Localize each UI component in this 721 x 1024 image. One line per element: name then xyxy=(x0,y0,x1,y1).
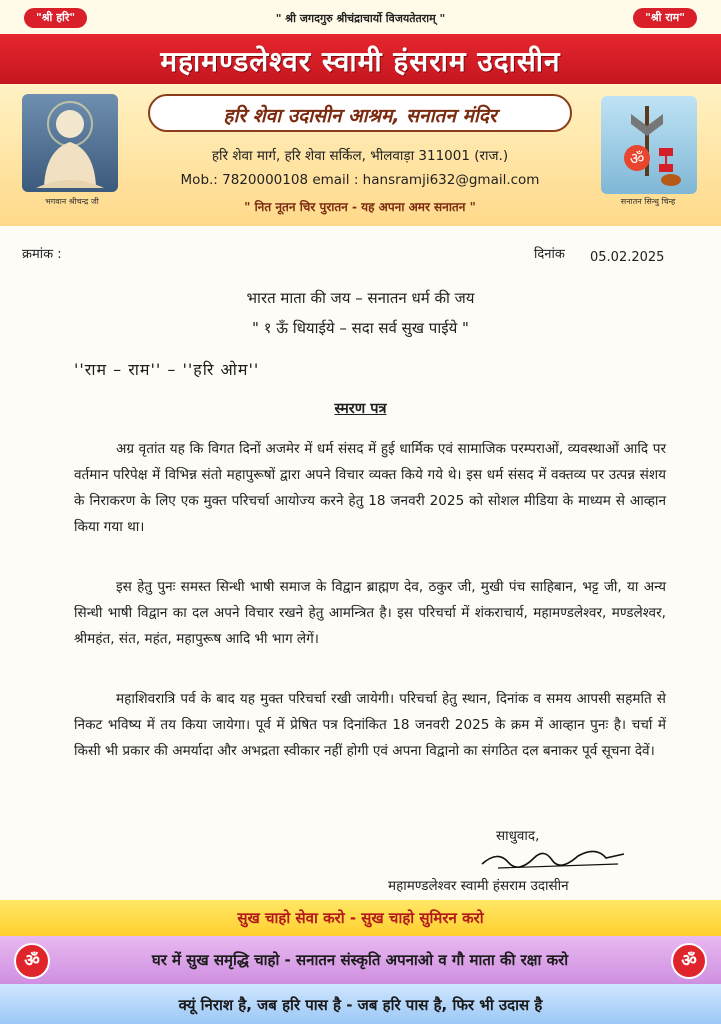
signatory-name: महामण्डलेश्वर स्वामी हंसराम उदासीन xyxy=(388,878,569,894)
handwritten-signature xyxy=(478,842,628,872)
portrait-caption: भगवान श्रीचन्द्र जी xyxy=(45,197,99,206)
reference-number-label: क्रमांक : xyxy=(22,247,62,262)
date-label: दिनांक xyxy=(534,247,565,262)
badge-shri-ram: "श्री राम" xyxy=(633,8,697,28)
om-icon: ॐ xyxy=(671,943,707,979)
letterhead-title: महामण्डलेश्वर स्वामी हंसराम उदासीन xyxy=(160,45,561,78)
footer-band-yellow xyxy=(0,900,721,936)
footer-slogan-1: सुख चाहो सेवा करो - सुख चाहो सुमिरन करो xyxy=(237,909,484,927)
paragraph-2: इस हेतु पुनः समस्त सिन्धी भाषी समाज के विद्वान ब्राह्मण देव, ठकुर जी, मुखी पंच साहिबान, भट्ट जी, या अन्य सिन्धी भाषी विद्वान का दल अपने विचार रखने हेतु आमन्त्रित है। इस परिचर्चा में शंकराचार्य, महामण्डलेश्वर, मण्डलेश्वर, श्रीमहंत, संत, महंत, महापुरूष आदि भी भाग लेगें। xyxy=(74,579,666,647)
paragraph-3: महाशिवरात्रि पर्व के बाद यह मुक्त परिचर्चा रखी जायेगी। परिचर्चा हेतु स्थान, दिनांक व समय आपसी सहमति से निकट भविष्य में तय किया जायेगा। पूर्व में प्रेषित पत्र दिनांकित 18 जनवरी 2025 के क्रम में आव्हान पुनः है। चर्चा में किसी भी प्रकार की अमर्यादा और अभद्रता स्वीकार नहीं होगी एवं अपना विद्वानो का संगठित दल बनाकर पूर्व सूचना देवें। xyxy=(74,691,666,759)
emblem-caption: सनातन सिन्धु चिन्ह xyxy=(620,197,676,206)
closing-salutation: साधुवाद, xyxy=(496,828,540,844)
footer-slogan-2: घर में सुख समृद्धि चाहो - सनातन संस्कृति अपनाओ व गौ माता की रक्षा करो xyxy=(151,951,569,969)
badge-shri-hari: "श्री हरि" xyxy=(24,8,87,28)
top-strip xyxy=(0,0,721,34)
ashram-name: हरि शेवा उदासीन आश्रम, सनातन मंदिर xyxy=(223,105,497,127)
ashram-name-box xyxy=(148,94,572,132)
svg-text:ॐ: ॐ xyxy=(629,149,645,168)
footer-slogan-3: क्यूं निराश है, जब हरि पास है - जब हरि पास है, फिर भी उदास है xyxy=(178,996,543,1014)
date-value: 05.02.2025 xyxy=(590,250,665,265)
deity-portrait-image xyxy=(22,94,118,192)
letter-subject: स्मरण पत्र xyxy=(334,401,387,417)
slogan-bharat-mata: भारत माता की जय – सनातन धर्म की जय xyxy=(246,289,475,307)
letterhead-body xyxy=(0,84,721,226)
greeting-ram-ram: ''राम – राम'' – ''हरि ओम'' xyxy=(74,360,260,379)
motto-line: " नित नूतन चिर पुरातन - यह अपना अमर सनातन " xyxy=(244,200,476,214)
slogan-om: " १ ऊँ धियाईये – सदा सर्व सुख पाईये " xyxy=(252,319,469,337)
sanatan-emblem-image xyxy=(601,96,697,194)
footer-band-blue xyxy=(0,984,721,1024)
om-icon: ॐ xyxy=(14,943,50,979)
title-band xyxy=(0,34,721,84)
footer-band-violet xyxy=(0,936,721,984)
contact-line: Mob.: 7820000108 email : hansramji632@gmail.com xyxy=(180,172,540,188)
invocation-text: " श्री जगदगुरु श्रीचंद्राचार्यो विजयतेतराम् " xyxy=(275,12,446,25)
paragraph-1: अग्र वृतांत यह कि विगत दिनों अजमेर में धर्म संसद में हुई धार्मिक एवं सामाजिक परम्पराओं, व्यवस्थाओं आदि पर वर्तमान परिपेक्ष में विभिन्न संतो महापुरूषों द्वारा अपने विचार व्यक्त किये गये थे। इस धर्म संसद में वक्तव्य पर उत्पन्न संशय के निराकरण के लिए एक मुक्त परिचर्चा आयोज्य करने हेतु 18 जनवरी 2025 को सोशल मीडिया के माध्यम से आव्हान किया गया था। xyxy=(74,441,666,535)
address-line: हरि शेवा मार्ग, हरि शेवा सर्किल, भीलवाड़ा 311001 (राज.) xyxy=(211,148,509,164)
